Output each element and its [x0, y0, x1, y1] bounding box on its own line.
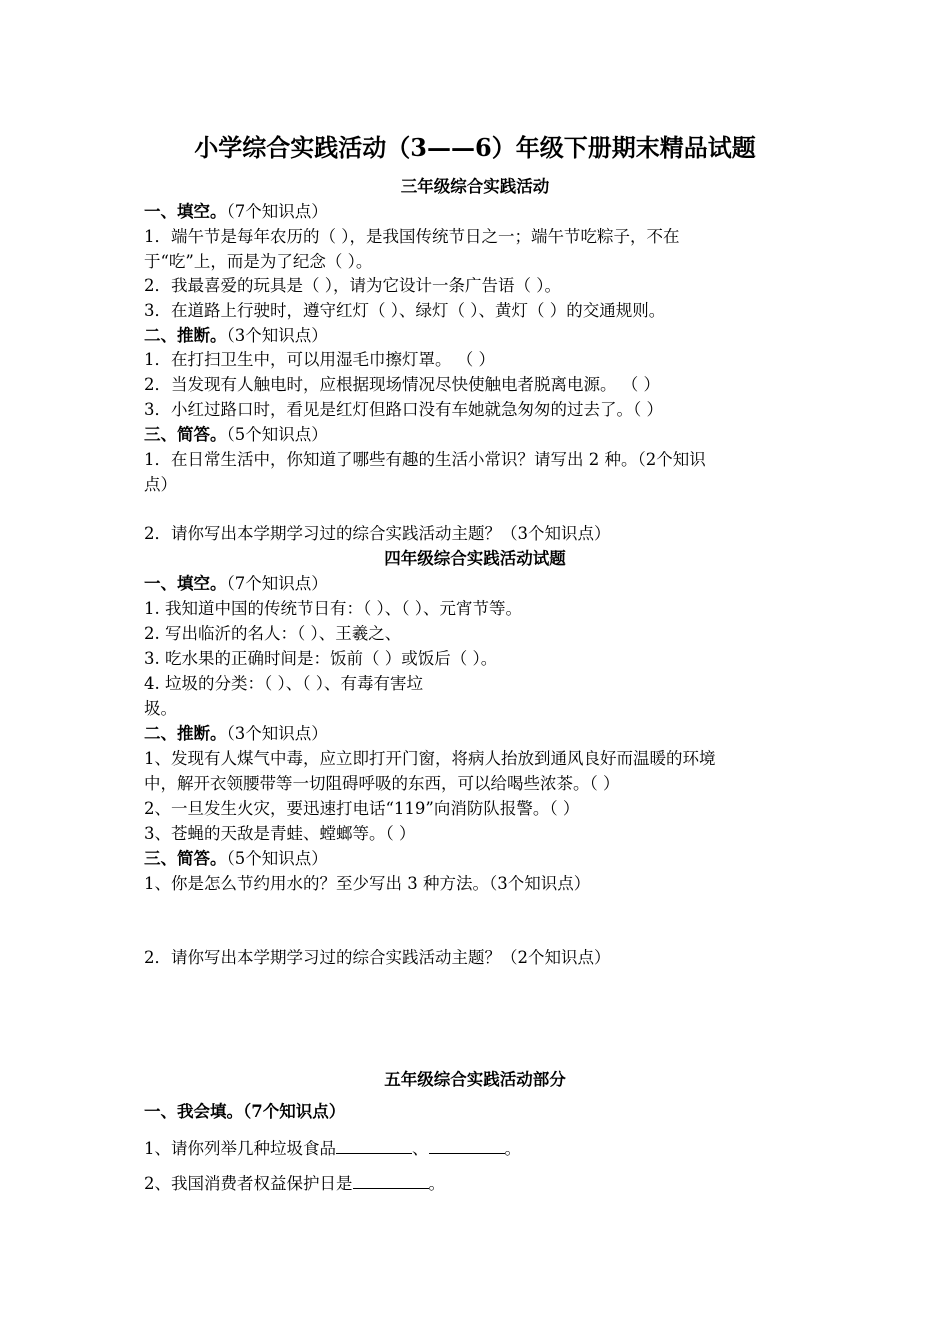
- grade3-answer-q2: 2．请你写出本学期学习过的综合实践活动主题？（3个知识点）: [144, 524, 611, 543]
- grade3-answer-q1-line2: 点）: [144, 475, 177, 494]
- grade4-heading: 四年级综合实践活动试题: [384, 549, 566, 568]
- grade4-section3-heading: [144, 846, 814, 871]
- section-title: 三、简答。: [144, 425, 227, 444]
- section-note: （5个知识点）: [226, 849, 328, 868]
- section-title: 二、推断。: [144, 326, 227, 345]
- page-title: 小学综合实践活动（3——6）年级下册期末精品试题: [194, 133, 756, 162]
- section-title: 一、填空。: [144, 574, 227, 593]
- grade4-answer-q2: 2．请你写出本学期学习过的综合实践活动主题？（2个知识点）: [144, 948, 611, 967]
- question-text: 2、我国消费者权益保护日是: [144, 1174, 353, 1193]
- section-title: 二、推断。: [144, 724, 227, 743]
- grade3-section3-heading: [144, 422, 814, 447]
- grade3-q1-line2: 于“吃”上，而是为了纪念（ ）。: [144, 252, 373, 271]
- section-title: 一、填空。: [144, 202, 227, 221]
- grade4-judge-q1-line2: 中，解开衣领腰带等一切阻碍呼吸的东西，可以给喝些浓茶。（ ）: [144, 774, 620, 793]
- grade5-q2: [144, 1171, 814, 1196]
- section-note: （3个知识点）: [226, 326, 328, 345]
- section-note: （3个知识点）: [226, 724, 328, 743]
- grade3-q1-line1: 1．端午节是每年农历的（ ），是我国传统节日之一；端午节吃粽子，不在: [144, 227, 680, 246]
- question-text: 1、请你列举几种垃圾食品: [144, 1139, 336, 1158]
- grade3-judge-q2: 2．当发现有人触电时，应根据现场情况尽快使触电者脱离电源。 （ ）: [144, 375, 660, 394]
- question-end: 。: [428, 1174, 445, 1193]
- grade3-q2: 2．我最喜爱的玩具是（ ），请为它设计一条广告语（ ）。: [144, 276, 561, 295]
- grade5-section1-heading: 一、我会填。（7个知识点）: [144, 1102, 346, 1121]
- grade4-judge-q3: 3、苍蝇的天敌是青蛙、螳螂等。（ ）: [144, 824, 416, 843]
- grade4-q4-line1: 4. 垃圾的分类：（ ）、（ ）、有毒有害垃: [144, 674, 423, 693]
- grade4-q3: 3. 吃水果的正确时间是：饭前（ ）或饭后（ ）。: [144, 649, 498, 668]
- grade4-q2: 2. 写出临沂的名人：（ ）、王羲之、: [144, 624, 402, 643]
- grade4-judge-q1-line1: 1、发现有人煤气中毒，应立即打开门窗，将病人抬放到通风良好而温暖的环境: [144, 749, 716, 768]
- grade3-section2-heading: [144, 323, 814, 348]
- grade3-section1-heading: [144, 199, 814, 224]
- grade4-answer-q1: 1、你是怎么节约用水的？至少写出 3 种方法。（3个知识点）: [144, 874, 591, 893]
- grade3-judge-q1: 1．在打扫卫生中，可以用湿毛巾擦灯罩。 （ ）: [144, 350, 495, 369]
- grade4-judge-q2: 2、一旦发生火灾，要迅速打电话“119”向消防队报警。（ ）: [144, 799, 580, 818]
- grade5-heading: 五年级综合实践活动部分: [384, 1070, 566, 1089]
- grade4-section2-heading: [144, 721, 814, 746]
- question-end: 。: [504, 1139, 521, 1158]
- grade3-q3: 3．在道路上行驶时，遵守红灯（ ）、绿灯（ ）、黄灯（ ）的交通规则。: [144, 301, 666, 320]
- section-note: （5个知识点）: [226, 425, 328, 444]
- grade4-q1: 1. 我知道中国的传统节日有：（ ）、（ ）、元宵节等。: [144, 599, 522, 618]
- answer-blank: [353, 1172, 429, 1189]
- answer-blank: [429, 1137, 505, 1154]
- section-note: （7个知识点）: [226, 574, 328, 593]
- grade4-q4-line2: 圾。: [144, 699, 177, 718]
- grade4-section1-heading: [144, 571, 814, 596]
- grade3-judge-q3: 3．小红过路口时，看见是红灯但路口没有车她就急匆匆的过去了。（ ）: [144, 400, 663, 419]
- grade3-answer-q1-line1: 1．在日常生活中，你知道了哪些有趣的生活小常识？请写出 2 种。（2个知识: [144, 450, 706, 469]
- separator: 、: [412, 1139, 429, 1158]
- grade3-heading: 三年级综合实践活动: [400, 177, 550, 196]
- grade5-q1: [144, 1136, 814, 1161]
- section-title: 三、简答。: [144, 849, 227, 868]
- section-note: （7个知识点）: [226, 202, 328, 221]
- answer-blank: [336, 1137, 412, 1154]
